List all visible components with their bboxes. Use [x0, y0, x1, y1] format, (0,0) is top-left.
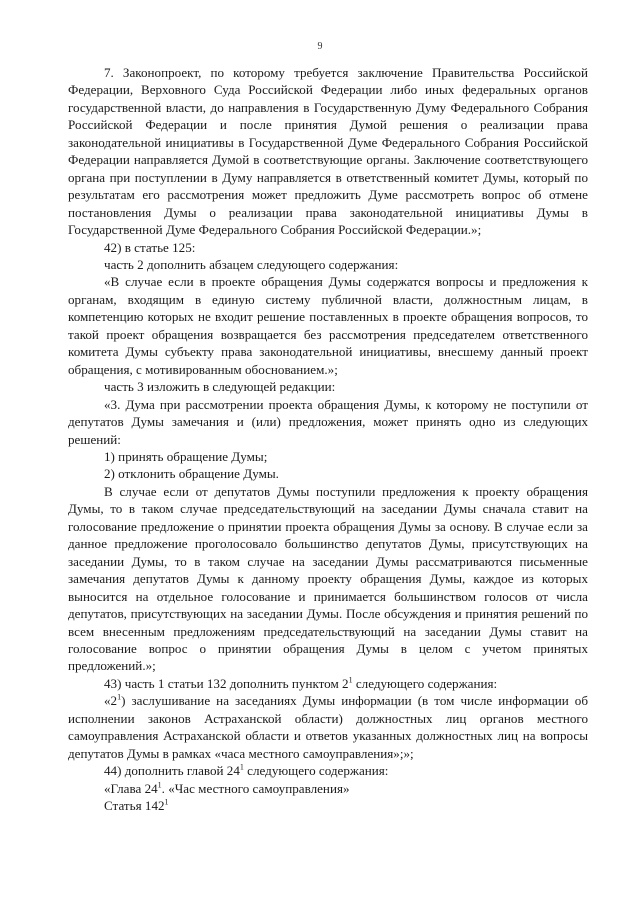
document-body: [68, 64, 588, 814]
paragraph-item-7: 7. Законопроект, по которому требуется заключение Правительства Российской Федерации, Верховного Суда Российской Федерации либо иных федеральных органов государственной власти, до направления в Государственную Думу Федерального Собрания Российской Федерации и после принятия Думой решения о реализации права законодательной инициативы в Государственной Думе Федерального Собрания Российской Федерации направляется Думой в соответствующие органы. Заключение соответствующего органа при поступлении в Думу направляется в ответственный комитет Думы, который по результатам его рассмотрения может предложить Думе рассмотреть вопрос об отмене постановления Думы о реализации права законодательной инициативы Думы в Государственной Думе Федерального Собрания Российской Федерации.»;: [68, 65, 588, 238]
article-title: Статья 142: [104, 798, 165, 814]
page-number: 9: [317, 41, 323, 52]
paragraph-quote-part-2: «В случае если в проекте обращения Думы содержатся вопросы и предложения к органам, входящим в единую систему публичной власти, должностным лицам, в компетенцию которых не входит решение поставленных в проекте обращения вопросов, то такой проект обращения возвращается без рассмотрения председателем ответственного комитета Думы субъекту права законодательной инициативы, внесшему данный проект обращения, с мотивированным обоснованием.»;: [68, 274, 588, 377]
paragraph-item-44: [68, 762, 588, 779]
paragraph-quote-part-3: «3. Дума при рассмотрении проекта обращения Думы, к которому не поступили от депутатов Думы замечания и (или) предложения, может принять одно из следующих решений:: [68, 396, 588, 447]
chapter-title: «Глава 24: [104, 780, 158, 796]
paragraph-part-2: часть 2 дополнить абзацем следующего содержания:: [104, 256, 399, 272]
article-sup: 1: [164, 797, 169, 807]
paragraph-article-title: [68, 797, 588, 814]
item-43-quote-tail: ) заслушивание на заседаниях Думы информации (в том числе информации об исполнении законов Астраханской области) должностных лиц органов местного самоуправления Астраханской области и ответов указанных должностных лиц на вопросы депутатов Думы в рамках «часа местного самоуправления»;»;: [68, 693, 588, 761]
item-44-sup: 1: [239, 762, 244, 772]
item-43-quote-sup: 1: [117, 692, 122, 702]
item-43-quote-open: «2: [104, 693, 118, 709]
paragraph-proposals: В случае если от депутатов Думы поступили предложения к проекту обращения Думы, то в таком случае председательствующий на заседании Думы сначала ставит на голосование предложение о принятии проекта обращения Думы за основу. В случае если за данное предложение проголосовало большинство депутатов Думы, присутствующих на заседании Думы, то в таком случае на заседании Думы рассматриваются письменные замечания депутатов Думы к данному проекту обращения Думы, каждое из которых выносится на отдельное голосование и принимается большинством голосов от числа депутатов, присутствующих на заседании Думы. После обсуждения и принятия решений по всем внесенным предложениям председательствующий на заседании Думы ставит на голосование вопрос о принятии обращения Думы в целом с учетом принятых предложений.»;: [68, 483, 588, 674]
paragraph-item-43: [68, 675, 588, 692]
paragraph-part-3: часть 3 изложить в следующей редакции:: [104, 379, 336, 395]
item-44-lead-tail: следующего содержания:: [243, 763, 389, 779]
paragraph-item-42: 42) в статье 125:: [104, 239, 196, 255]
item-43-lead-tail: следующего содержания:: [352, 675, 498, 691]
paragraph-decision-1: 1) принять обращение Думы;: [104, 448, 268, 464]
item-43-lead: 43) часть 1 статьи 132 дополнить пунктом 2: [104, 675, 349, 691]
chapter-title-tail: . «Час местного самоуправления»: [161, 780, 350, 796]
paragraph-decision-2: 2) отклонить обращение Думы.: [104, 466, 279, 482]
chapter-sup: 1: [157, 780, 162, 790]
paragraph-item-43-quote: [68, 692, 588, 762]
item-44-lead: 44) дополнить главой 24: [104, 763, 240, 779]
item-43-sup: 1: [348, 675, 353, 685]
paragraph-chapter-title: [68, 780, 588, 797]
